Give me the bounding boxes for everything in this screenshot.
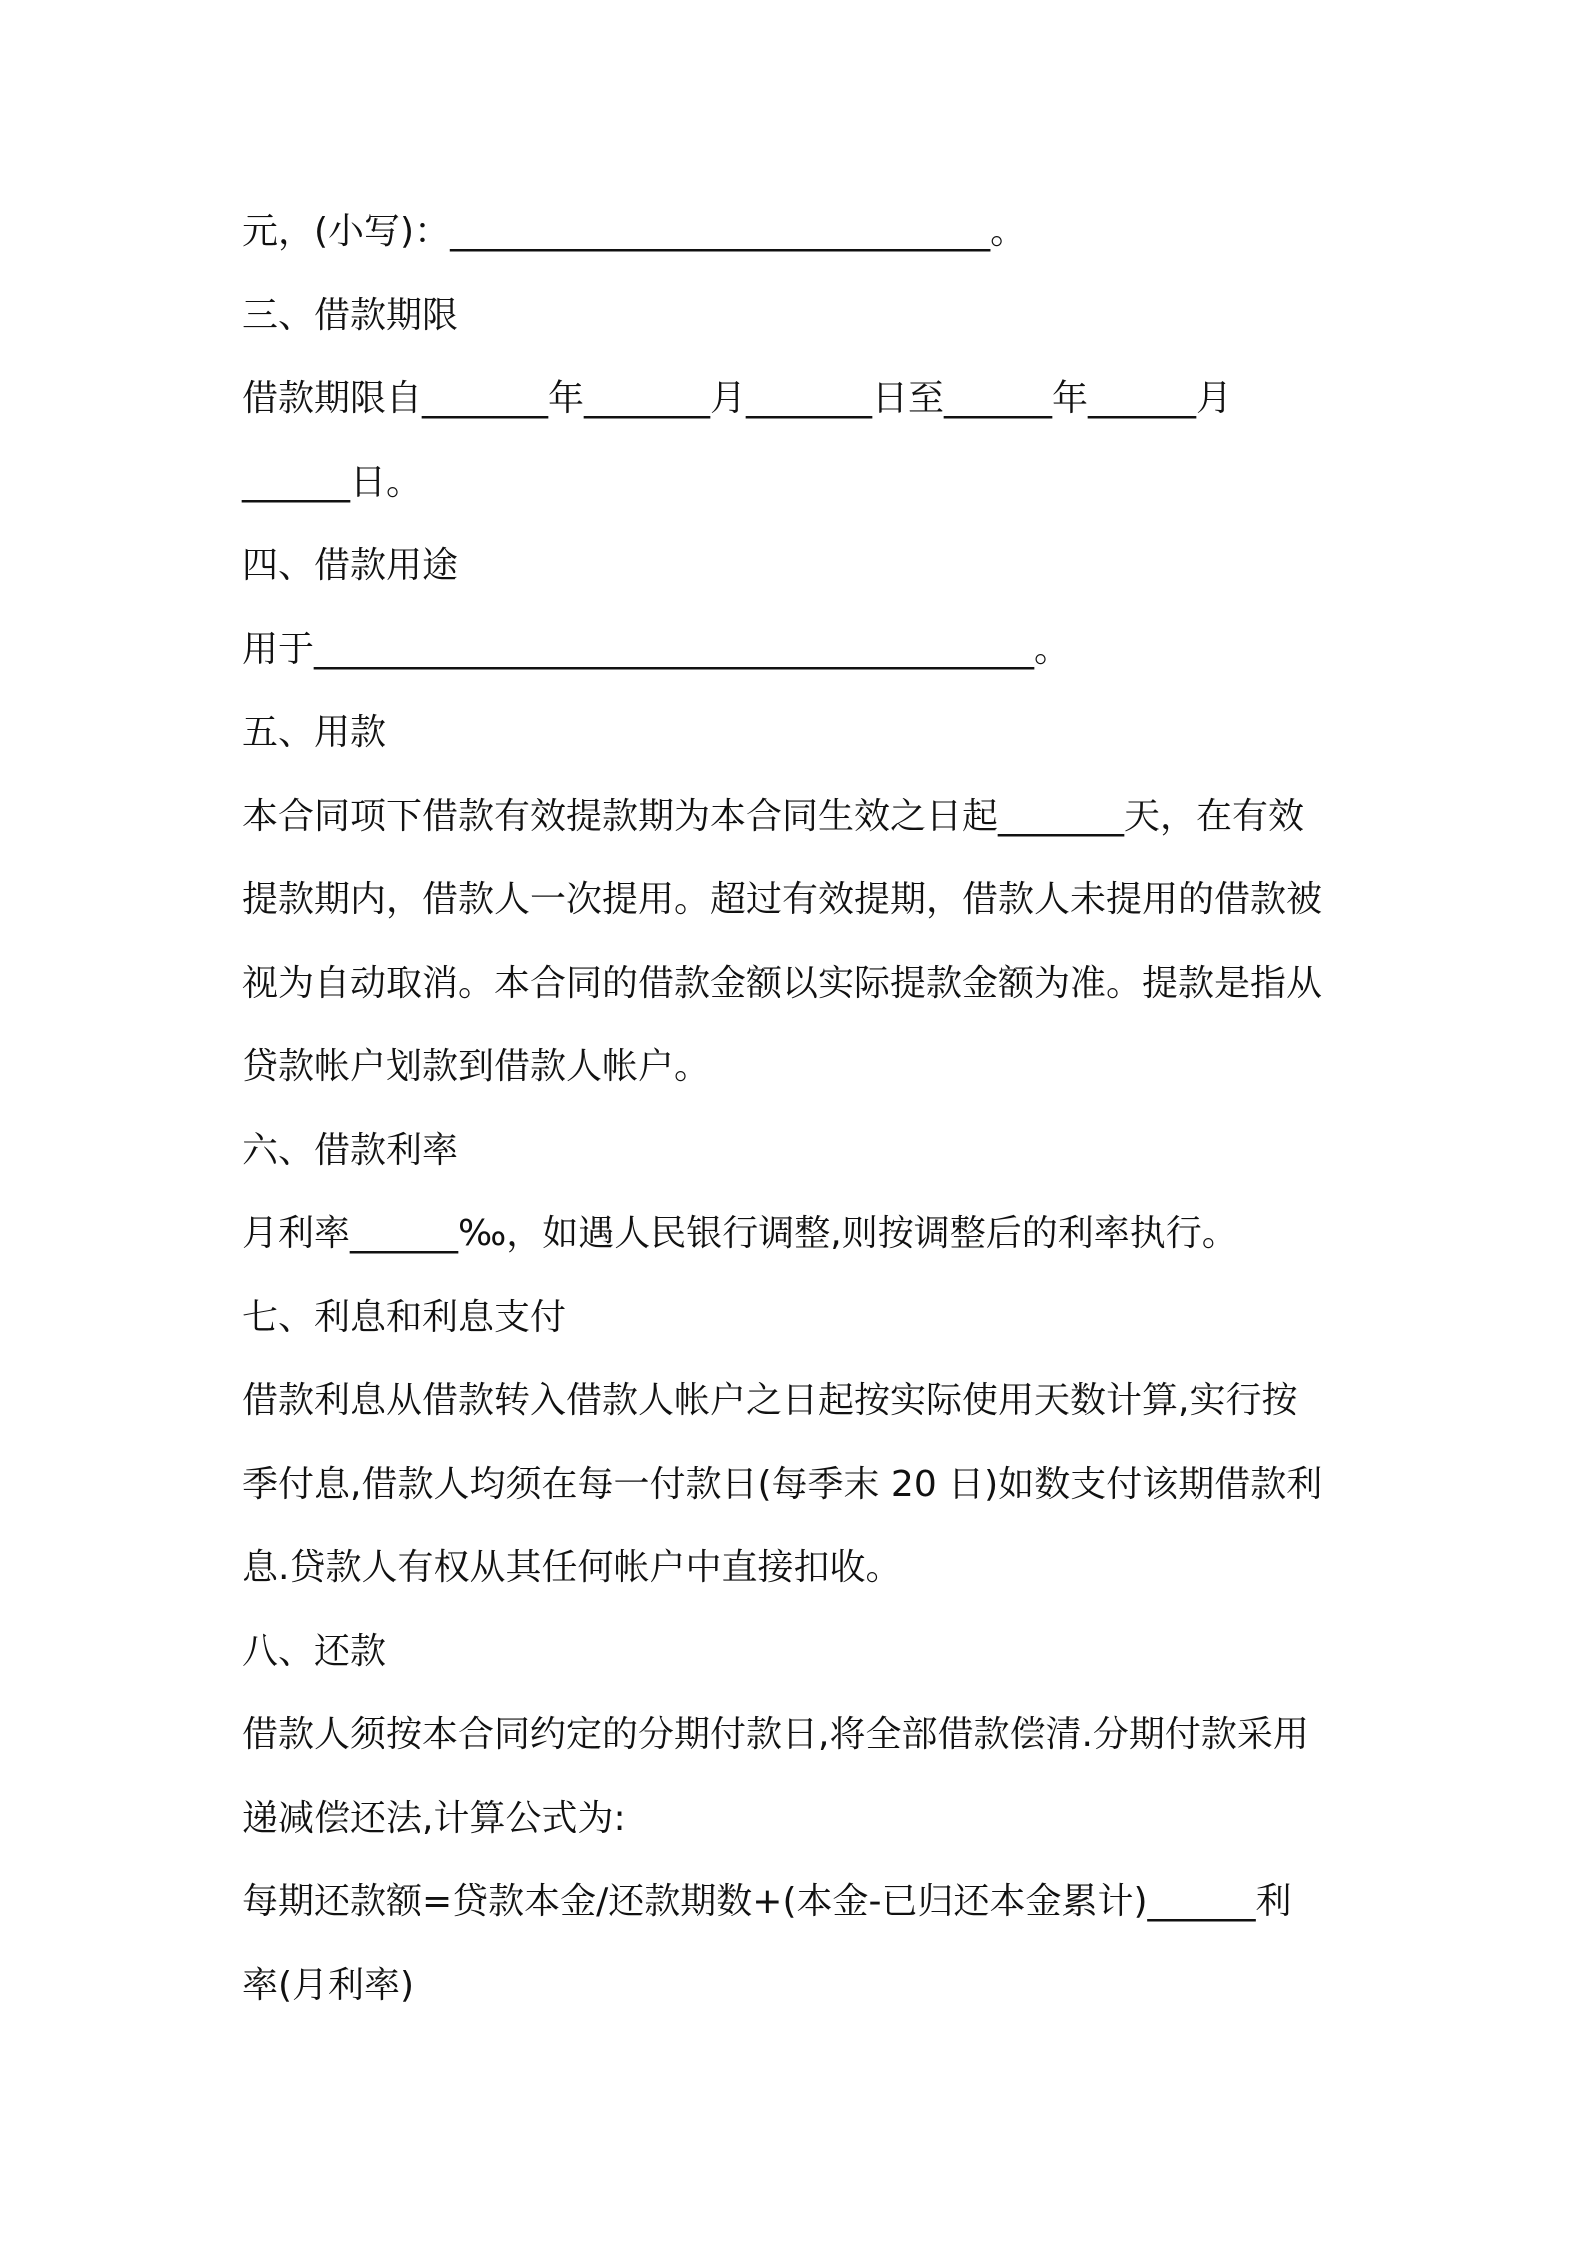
document-page xyxy=(242,190,1362,2027)
drawdown-paragraph-line: 提款期内，借款人一次提用。超过有效提期，借款人未提用的借款被 xyxy=(242,879,1323,920)
repayment-paragraph-line: 递减偿还法,计算公式为: xyxy=(242,1797,626,1839)
drawdown-paragraph-line: 视为自动取消。本合同的借款金额以实际提款金额为准。提款是指从 xyxy=(242,962,1323,1004)
section-heading-loan-term: 三、借款期限 xyxy=(242,294,459,336)
repayment-formula-line-cont: 率(月利率) xyxy=(242,1964,415,2006)
section-heading-repayment: 八、还款 xyxy=(242,1630,387,1672)
section-heading-loan-purpose: 四、借款用途 xyxy=(242,545,459,586)
repayment-formula-line: 每期还款额=贷款本金/还款期数+(本金-已归还本金累计)______利 xyxy=(242,1881,1292,1922)
section-heading-interest-rate: 六、借款利率 xyxy=(242,1129,459,1171)
interest-payment-paragraph-line: 息.贷款人有权从其任何帐户中直接扣收。 xyxy=(242,1547,902,1588)
drawdown-paragraph-line: 本合同项下借款有效提款期为本合同生效之日起_______天，在有效 xyxy=(242,795,1305,837)
loan-term-line: 借款期限自_______年_______月_______日至______年______月 xyxy=(242,378,1233,419)
section-heading-interest-payment: 七、利息和利息支付 xyxy=(242,1296,567,1338)
interest-payment-paragraph-line: 季付息,借款人均须在每一付款日(每季末 20 日)如数支付该期借款利 xyxy=(242,1463,1323,1505)
drawdown-paragraph-line: 贷款帐户划款到借款人帐户。 xyxy=(242,1046,711,1087)
interest-rate-line: 月利率______‰，如遇人民银行调整,则按调整后的利率执行。 xyxy=(242,1213,1238,1254)
section-heading-drawdown: 五、用款 xyxy=(242,712,387,753)
loan-purpose-line: 用于________________________________________。 xyxy=(242,628,1070,670)
loan-term-line-cont: ______日。 xyxy=(242,461,423,503)
repayment-paragraph-line: 借款人须按本合同约定的分期付款日,将全部借款偿清.分期付款采用 xyxy=(242,1714,1309,1755)
amount-lowercase-line: 元，(小写)：______________________________。 xyxy=(242,211,1027,252)
interest-payment-paragraph-line: 借款利息从借款转入借款人帐户之日起按实际使用天数计算,实行按 xyxy=(242,1380,1298,1421)
